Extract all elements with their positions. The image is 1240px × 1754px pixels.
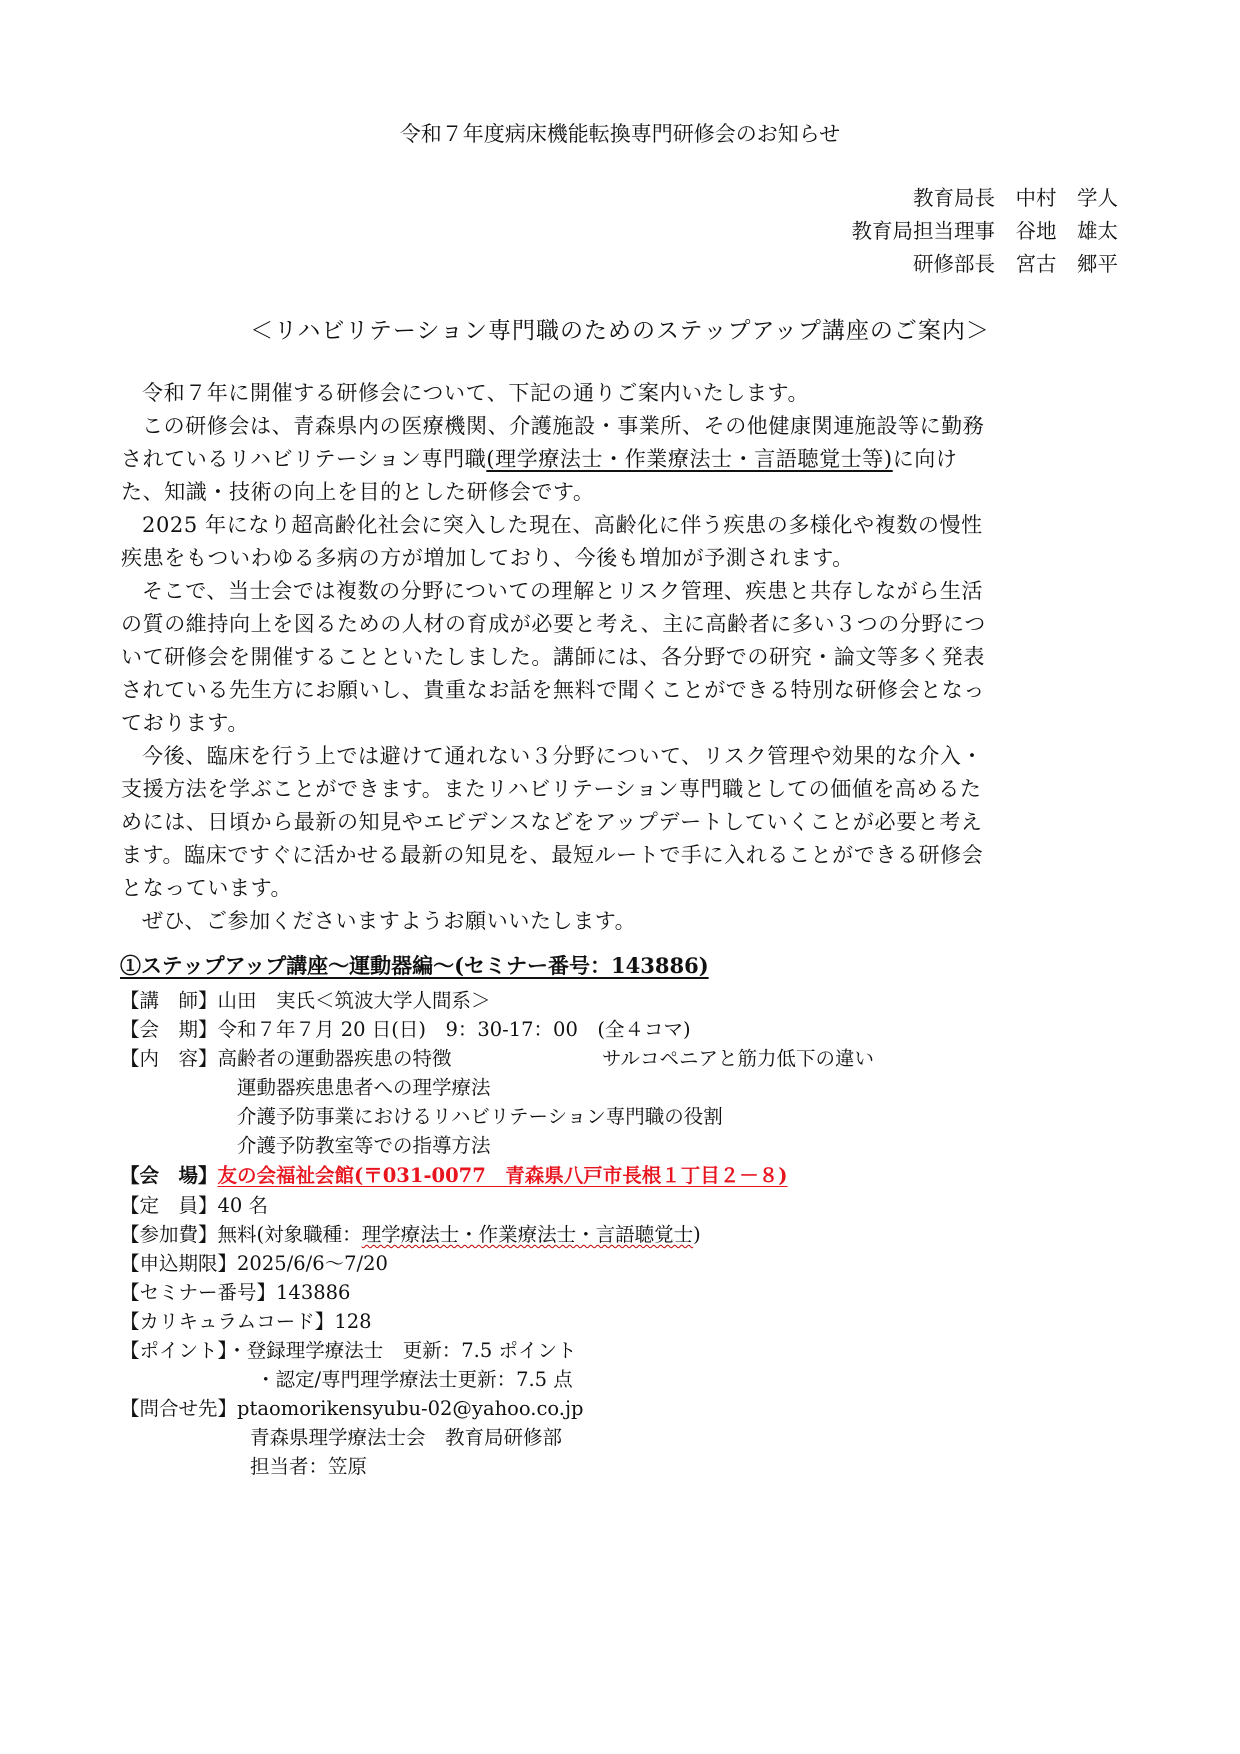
body-line <box>121 449 958 470</box>
fee-row <box>120 1225 701 1245</box>
signatory-2: 教育局担当理事 谷地 雄太 <box>851 219 1118 243</box>
points-row <box>120 1341 576 1361</box>
contact-row <box>120 1399 584 1419</box>
body-text: されているリハビリテーション専門職 <box>121 447 487 471</box>
content-item: 運動器疾患患者への理学療法 <box>237 1076 491 1099</box>
announcement-subtitle: ＜リハビリテーション専門職のためのステップアップ講座のご案内＞ <box>250 318 990 344</box>
venue-label: 【会 場】 <box>120 1164 218 1187</box>
content-item: サルコペニアと筋力低下の違い <box>602 1047 875 1070</box>
fee-text-end: ) <box>693 1223 701 1246</box>
body-line: 令和７年に開催する研修会について、下記の通りご案内いたします。 <box>142 381 810 405</box>
deadline-label: 【申込期限】 <box>120 1252 238 1275</box>
seminar-number-value: 143886 <box>276 1281 351 1304</box>
venue-row <box>120 1166 788 1186</box>
lecturer-value: 山田 実氏＜筑波大学人間系＞ <box>217 989 491 1012</box>
fee-target-professions: 理学療法士・作業療法士・言語聴覚士 <box>361 1223 694 1246</box>
lecturer-row <box>120 991 491 1011</box>
body-line: されている先生方にお願いし、貴重なお話を無料で聞くことができる特別な研修会となっ <box>121 678 985 702</box>
body-line: この研修会は、青森県内の医療機関、介護施設・事業所、その他健康関連施設等に勤務 <box>142 414 985 438</box>
capacity-label: 【定 員】 <box>120 1194 218 1217</box>
venue-value: 友の会福祉会館(〒031-0077 青森県八戸市長根１丁目２－８) <box>217 1164 788 1187</box>
content-item: 高齢者の運動器疾患の特徴 <box>217 1047 452 1070</box>
seminar-number-row <box>120 1283 350 1303</box>
points-label: 【ポイント】 <box>120 1339 228 1362</box>
contact-person: 担当者：笠原 <box>250 1455 368 1478</box>
body-line: いて研修会を開催することといたしました。講師には、各分野での研究・論文等多く発表 <box>121 645 985 669</box>
document-title: 令和７年度病床機能転換専門研修会のお知らせ <box>399 122 841 146</box>
content-label: 【内 容】 <box>120 1047 218 1070</box>
date-row <box>120 1020 691 1040</box>
date-value: 令和７年７月 20 日(日) 9：30-17：00 (全４コマ) <box>217 1018 691 1041</box>
body-line: 疾患をもついわゆる多病の方が増加しており、今後も増加が予測されます。 <box>121 546 854 570</box>
content-row <box>120 1049 452 1069</box>
body-line: そこで、当士会では複数の分野についての理解とリスク管理、疾患と共存しながら生活 <box>142 579 984 603</box>
body-line: 今後、臨床を行う上では避けて通れない３分野について、リスク管理や効果的な介入・ <box>142 744 984 768</box>
section-title: ①ステップアップ講座～運動器編～(セミナー番号：143886) <box>120 953 709 978</box>
curriculum-value: 128 <box>334 1310 372 1333</box>
lecturer-label: 【講 師】 <box>120 989 218 1012</box>
contact-email: ptaomorikensyubu-02@yahoo.co.jp <box>237 1397 584 1420</box>
content-item: 介護予防事業におけるリハビリテーション専門職の役割 <box>237 1105 723 1128</box>
body-line: めには、日頃から最新の知見やエビデンスなどをアップデートしていくことが必要と考え <box>121 810 983 834</box>
date-label: 【会 期】 <box>120 1018 218 1041</box>
deadline-value: 2025/6/6～7/20 <box>237 1252 388 1275</box>
target-professions: (理学療法士・作業療法士・言語聴覚士等) <box>486 447 893 471</box>
body-line: ます。臨床ですぐに活かせる最新の知見を、最短ルートで手に入れることができる研修会 <box>121 843 984 867</box>
curriculum-label: 【カリキュラムコード】 <box>120 1310 335 1333</box>
points-item: ・認定/専門理学療法士更新：7.5 点 <box>256 1368 573 1391</box>
body-line: た、知識・技術の向上を目的とした研修会です。 <box>121 480 595 504</box>
body-line: の質の維持向上を図るための人材の育成が必要と考え、主に高齢者に多い３つの分野につ <box>121 612 986 636</box>
capacity-value: 40 名 <box>217 1194 269 1217</box>
body-line: となっています。 <box>121 876 293 900</box>
capacity-row <box>120 1196 268 1216</box>
fee-text: 無料(対象職種： <box>217 1223 362 1246</box>
points-item: ・登録理学療法士 更新：7.5 ポイント <box>227 1339 577 1362</box>
body-text: に向け <box>892 447 958 471</box>
signatory-3: 研修部長 宮古 郷平 <box>913 252 1118 276</box>
signatory-1: 教育局長 中村 学人 <box>913 186 1118 210</box>
body-line: ぜひ、ご参加くださいますようお願いいたします。 <box>142 909 637 933</box>
body-line: ております。 <box>121 711 249 735</box>
seminar-number-label: 【セミナー番号】 <box>120 1281 277 1304</box>
body-line: 支援方法を学ぶことができます。またリハビリテーション専門職としての価値を高めるた <box>121 777 982 801</box>
deadline-row <box>120 1254 388 1274</box>
content-item: 介護予防教室等での指導方法 <box>237 1134 491 1157</box>
body-line: 2025 年になり超高齢化社会に突入した現在、高齢化に伴う疾患の多様化や複数の慢性 <box>142 513 983 537</box>
curriculum-row <box>120 1312 372 1332</box>
contact-organization: 青森県理学療法士会 教育局研修部 <box>250 1426 563 1449</box>
contact-label: 【問合せ先】 <box>120 1397 238 1420</box>
fee-label: 【参加費】 <box>120 1223 218 1246</box>
